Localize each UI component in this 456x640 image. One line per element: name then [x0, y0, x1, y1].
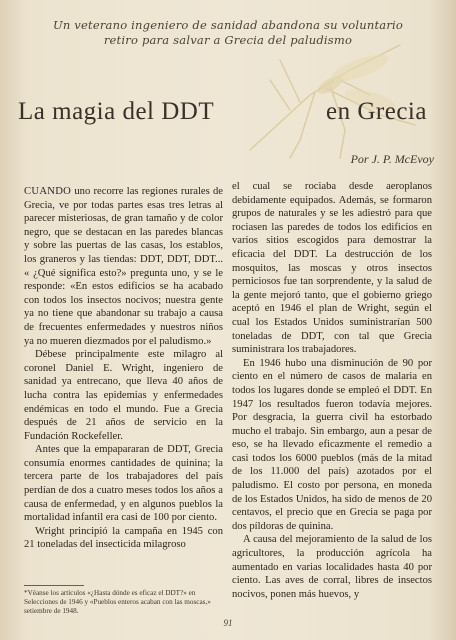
author-byline: Por J. P. McEvoy	[350, 152, 434, 166]
paragraph: el cual se rociaba desde aeroplanos debidamente equipados. Además, se formaron grupos de naturales y se les adiestró para que rociasen las paredes de todos los edificios en varios sitios escogidos para demostrar la eficacia del DDT. La destrucción de los mosquitos, las moscas y otros insectos perniciosos fue tan sorprendente, y la salud de la gente mejoró tanto, que el gobierno griego aceptó en 1946 el plan de Wright, según el cual los Estados Unidos suministrarían 500 toneladas de DDT, con tal que Grecia suministrara los trabajadores.	[232, 181, 432, 356]
drop-lead: CUANDO	[24, 186, 72, 197]
page-number: 91	[223, 618, 233, 628]
paragraph: A causa del mejoramiento de la salud de los agricultores, la producción agrícola ha aumentado en varias localidades hasta 40 por ciento. Las aves de corral, libres de insectos nocivos, ponen más huevos, y	[232, 534, 432, 600]
paragraph: Wright principió la campaña en 1945 con 21 toneladas del insecticida milagroso	[24, 525, 223, 551]
paragraph	[24, 185, 223, 348]
footnote-rule	[24, 585, 84, 586]
right-column	[232, 180, 432, 601]
article-title-left: La magia del DDT	[18, 98, 215, 125]
paragraph: Antes que la empapararan de DDT, Grecia consumía enormes cantidades de quinina; la tercera parte de los trabajadores del país perdían de dos a cuatro meses todos los años a causa de enfermedad, y en algunos pueblos la mortalidad infantil era casi de 100 por ciento.	[24, 444, 223, 524]
paragraph: Débese principalmente este milagro al coronel Daniel E. Wright, ingeniero de sanidad ya entrecano, que lleva 40 años de lucha contra las epidemias y enfermedades endémicas en todo el mundo. Fue a Grecia después de 21 años de servicio en la Fundación Rockefeller.	[24, 349, 223, 442]
subtitle-line-1: Un veterano ingeniero de sanidad abandona su voluntario	[52, 18, 404, 32]
footnote-text: *Véanse los artículos «¿Hasta dónde es eficaz el DDT?» en Selecciones de 1946 y «Pueblos enteros acaban con las moscas,» setiembre de 1948.	[24, 589, 211, 615]
paragraph: En 1946 hubo una disminución de 90 por ciento en el número de casos de malaria en todos los lugares donde se empleó el DDT. En 1947 los resultados fueron todavía mejores. Por desgracia, la guerra civil ha estorbado mucho el trabajo. Sin embargo, aun a pesar de eso, se ha llevado eficazmente el remedio a casi todos los 6000 pueblos (más de la mitad de los 11.000 del país) azotados por el paludismo. El costo por persona, en moneda de los Estados Unidos, ha sido de menos de 20 centavos, el precio que en Grecia se paga por dos píldoras de quinina.	[232, 357, 432, 532]
left-column	[24, 185, 223, 552]
article-title-right: en Grecia	[326, 98, 427, 125]
subtitle-line-2: retiro para salvar a Grecia del paludismo	[103, 33, 353, 47]
footnote	[24, 585, 224, 616]
paragraph-text: uno recorre las regiones rurales de Grecia, ve por todas partes esas tres letras al parecer misteriosas, de gran tamaño y de color negro, que se destacan en las paredes blancas y sobre las puertas de las casas, los establos, los graneros y las tiendas: DDT, DDT, DDT... « ¿Qué significa esto?» pregunta uno, y se le responde: «En estos edificios se ha acabado con todos los insectos nocivos; nuestra gente ya no tiene que abandonar su trabajo a causa de frecuentes enfermedades y nuestros niños ya no mueren diezmados por el paludismo.»	[24, 186, 223, 347]
